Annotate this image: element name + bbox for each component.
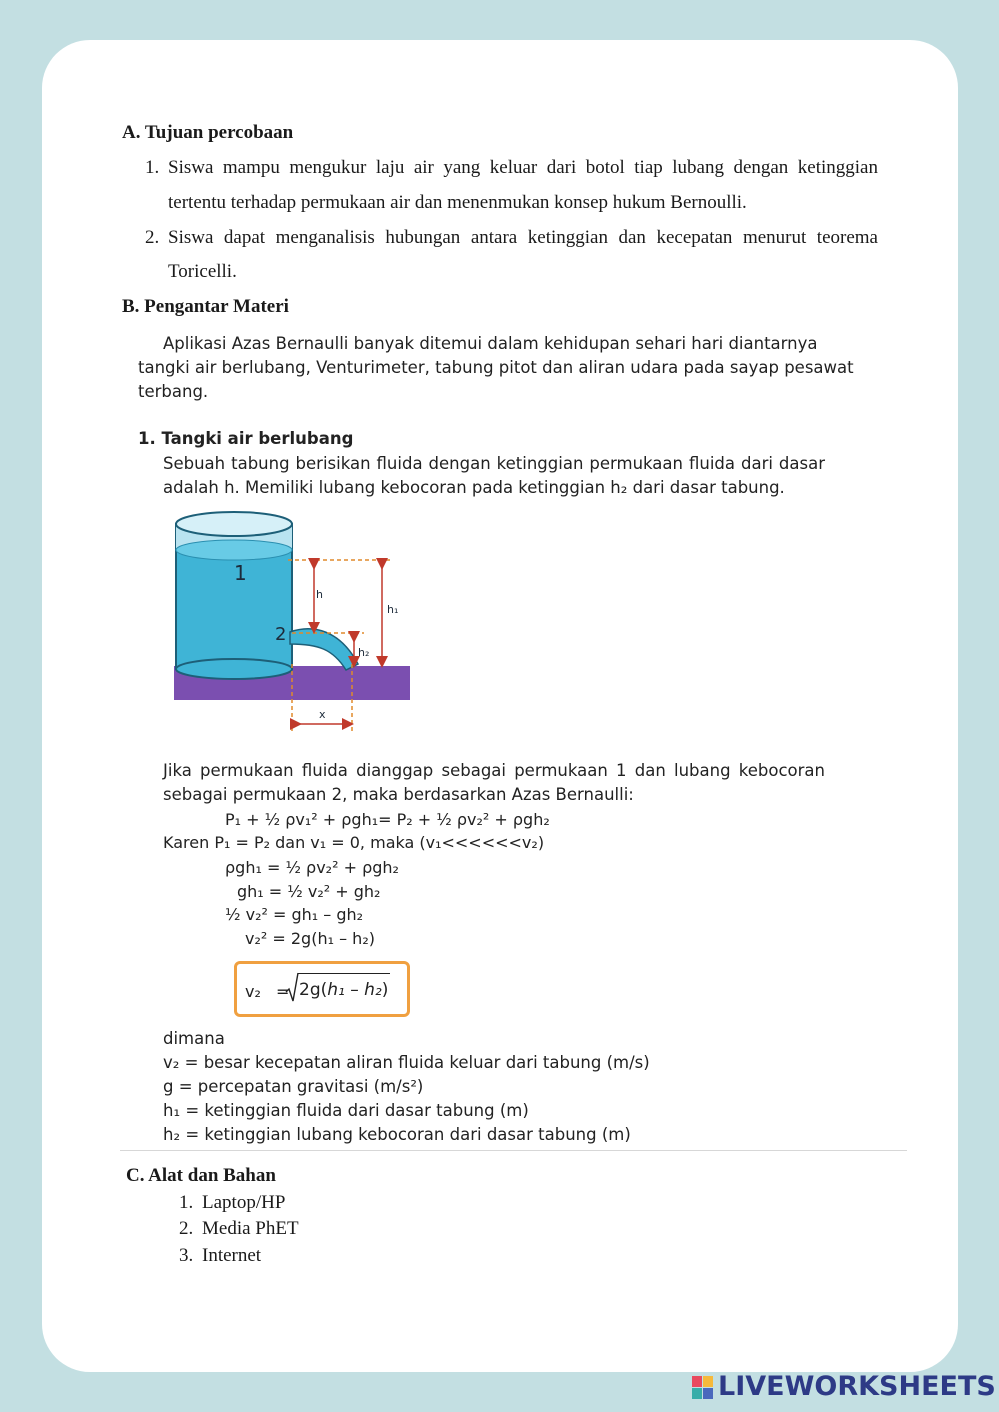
equation-bernoulli: P₁ + ½ ρv₁² + ρgh₁= P₂ + ½ ρv₂² + ρgh₂ (225, 810, 550, 829)
leaking-tank-diagram (168, 504, 418, 736)
formula-equals: = (276, 982, 290, 1001)
subheading-tank: 1. Tangki air berlubang (138, 429, 354, 448)
list-number: 1. (145, 157, 160, 178)
square-root-sign (285, 972, 299, 1004)
objective-1-line1: Siswa mampu mengukur laju air yang keluar dari botol tiap lubang dengan ketinggian (168, 157, 878, 178)
objective-2-line2: Toricelli. (168, 261, 237, 282)
objective-2-line1: Siswa dapat menganalisis hubungan antara ketinggian dan kecepatan menurut teorema (168, 227, 878, 248)
tank-top-rim (176, 512, 292, 536)
equation-step-4: v₂² = 2g(h₁ – h₂) (245, 929, 375, 948)
liveworksheets-logo-icon (692, 1376, 714, 1400)
material-item: Laptop/HP (202, 1192, 286, 1213)
where-g: g = percepatan gravitasi (m/s²) (163, 1077, 424, 1096)
list-number: 2. (145, 227, 160, 248)
square-root-bar (298, 973, 390, 974)
section-b-title: B. Pengantar Materi (122, 296, 289, 317)
intro-line-1: Aplikasi Azas Bernaulli banyak ditemui dalam kehidupan sehari hari diantarnya (163, 334, 818, 353)
label-point-1: 1 (234, 561, 247, 585)
equation-step-2: gh₁ = ½ v₂² + gh₂ (237, 882, 381, 901)
equation-condition: Karen P₁ = P₂ dan v₁ = 0, maka (v₁<<<<<<v₂) (163, 833, 545, 852)
water-jet (290, 629, 358, 670)
list-number: 1. (179, 1192, 194, 1213)
where-h2: h₂ = ketinggian lubang kebocoran dari dasar tabung (m) (163, 1125, 631, 1144)
label-h: h (316, 588, 323, 601)
divider (120, 1150, 907, 1151)
label-h1: h₁ (387, 603, 399, 616)
list-number: 2. (179, 1218, 194, 1239)
section-a-title: A. Tujuan percobaan (122, 122, 294, 143)
intro-line-3: terbang. (138, 382, 209, 401)
desc-line-2: adalah h. Memiliki lubang kebocoran pada ketinggian h₂ dari dasar tabung. (163, 478, 785, 497)
label-point-2: 2 (275, 624, 287, 645)
where-h1: h₁ = ketinggian fluida dari dasar tabung (m) (163, 1101, 529, 1120)
equation-step-1: ρgh₁ = ½ ρv₂² + ρgh₂ (225, 858, 399, 877)
explain-line-2: sebagai permukaan 2, maka berdasarkan Azas Bernaulli: (163, 785, 634, 804)
equation-step-3: ½ v₂² = gh₁ – gh₂ (225, 905, 364, 924)
brand-wordmark[interactable]: LIVEWORKSHEETS (718, 1371, 996, 1402)
section-c-title: C. Alat dan Bahan (126, 1165, 276, 1186)
material-item: Media PhET (202, 1218, 299, 1239)
formula-lhs: v₂ (245, 982, 261, 1001)
label-h2: h₂ (358, 646, 370, 659)
material-item: Internet (202, 1245, 262, 1266)
list-number: 3. (179, 1245, 194, 1266)
tank-bottom (176, 659, 292, 679)
where-v2: v₂ = besar kecepatan aliran fluida keluar dari tabung (m/s) (163, 1053, 650, 1072)
where-title: dimana (163, 1029, 225, 1048)
objective-1-line2: tertentu terhadap permukaan air dan menenmukan konsep hukum Bernoulli. (168, 192, 747, 213)
water-surface (176, 540, 292, 560)
label-x: x (319, 708, 326, 721)
intro-line-2: tangki air berlubang, Venturimeter, tabung pitot dan aliran udara pada sayap pesawat (138, 358, 854, 377)
desc-line-1: Sebuah tabung berisikan fluida dengan ketinggian permukaan fluida dari dasar (163, 454, 825, 473)
explain-line-1: Jika permukaan fluida dianggap sebagai permukaan 1 dan lubang kebocoran (163, 761, 825, 780)
formula-radicand: 2g(h₁ – h₂) (299, 980, 389, 1000)
